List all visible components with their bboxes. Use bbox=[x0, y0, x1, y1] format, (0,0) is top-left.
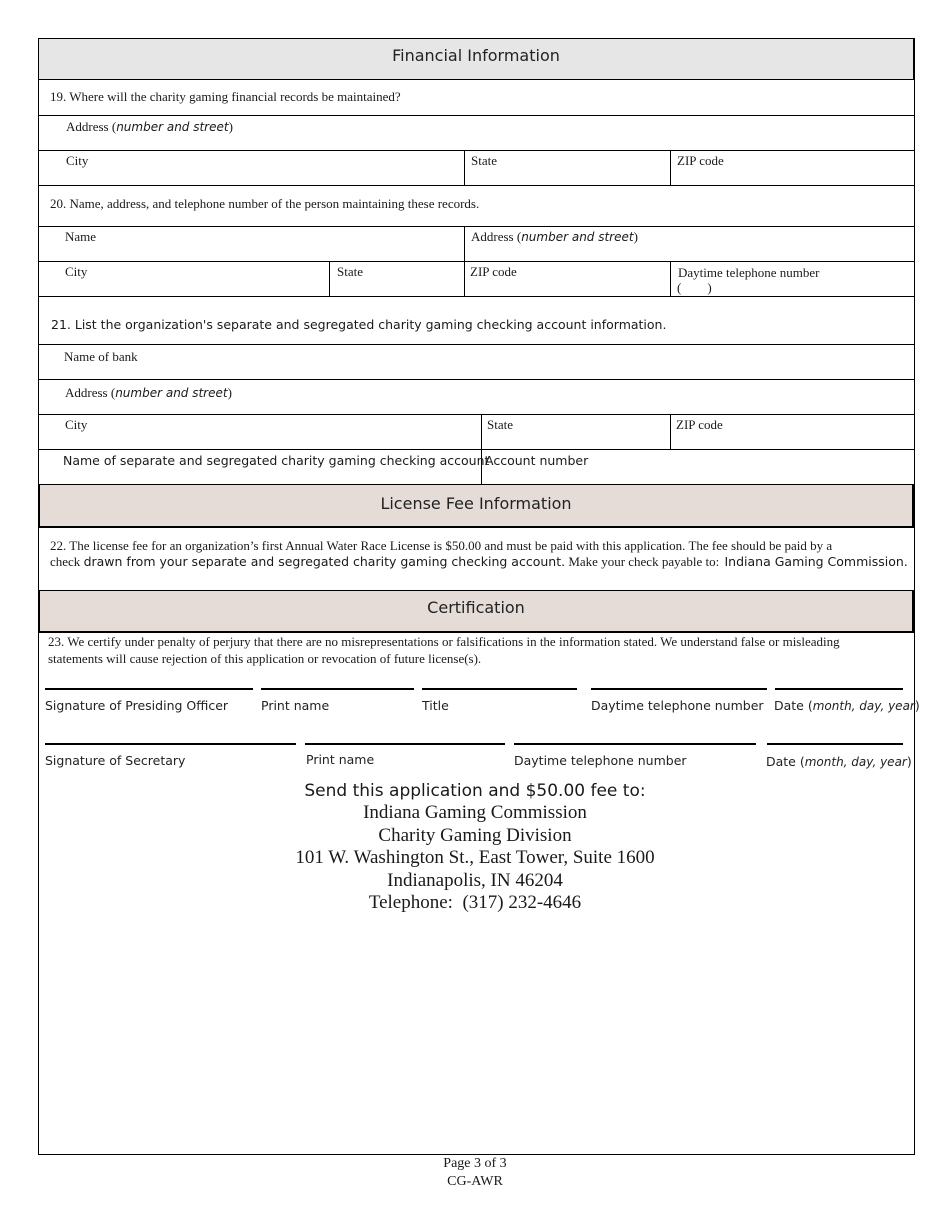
q20-name-label: Name bbox=[65, 229, 97, 244]
mailing-line-2: Charity Gaming Division bbox=[378, 825, 572, 846]
q19-zip-label: ZIP code bbox=[677, 153, 724, 168]
q21-bank-name-field[interactable] bbox=[39, 345, 914, 379]
q21-address-label: Address (number and street) bbox=[65, 385, 232, 400]
q19-address-field[interactable] bbox=[39, 116, 914, 150]
secretary-phone-line[interactable] bbox=[514, 743, 756, 745]
presiding-officer-phone-line[interactable] bbox=[591, 688, 767, 690]
certification-title: Certification bbox=[427, 598, 525, 617]
secretary-date-line[interactable] bbox=[767, 743, 903, 745]
q21-account-number-field[interactable] bbox=[482, 450, 914, 484]
q21-account-number-label: Account number bbox=[485, 453, 589, 468]
secretary-print-name-label: Print name bbox=[306, 752, 375, 767]
mailing-intro: Send this application and $50.00 fee to: bbox=[304, 781, 646, 801]
q21-account-name-label: Name of separate and segregated charity gaming checking account bbox=[63, 453, 490, 468]
q19-state-label: State bbox=[471, 153, 497, 168]
mailing-line-4: Indianapolis, IN 46204 bbox=[387, 870, 563, 891]
q19-city-label: City bbox=[66, 153, 89, 168]
q21-state-field[interactable] bbox=[482, 415, 669, 449]
presiding-officer-title-label: Title bbox=[422, 698, 449, 713]
question-23-line-2: statements will cause rejection of this application or revocation of future license(s). bbox=[48, 651, 482, 666]
presiding-officer-date-label: Date (month, day, year) bbox=[774, 698, 920, 713]
q20-city-label: City bbox=[65, 264, 88, 279]
presiding-officer-date-line[interactable] bbox=[775, 688, 903, 690]
presiding-officer-signature-line[interactable] bbox=[45, 688, 253, 690]
question-20: 20. Name, address, and telephone number of the person maintaining these records. bbox=[50, 196, 480, 211]
secretary-print-name-line[interactable] bbox=[305, 743, 505, 745]
q20-state-field[interactable] bbox=[330, 262, 463, 296]
q20-name-field[interactable] bbox=[39, 227, 463, 261]
financial-information-title: Financial Information bbox=[392, 46, 560, 65]
mailing-line-1: Indiana Gaming Commission bbox=[363, 802, 587, 823]
divider bbox=[38, 296, 915, 297]
certification-header bbox=[38, 590, 914, 633]
q19-zip-field[interactable] bbox=[671, 151, 914, 185]
q21-address-field[interactable] bbox=[39, 380, 914, 414]
q20-zip-label: ZIP code bbox=[470, 264, 517, 279]
license-fee-information-title: License Fee Information bbox=[380, 494, 572, 513]
q20-phone-label: Daytime telephone number bbox=[678, 265, 820, 280]
q20-address-label: Address (number and street) bbox=[471, 229, 638, 244]
presiding-officer-title-line[interactable] bbox=[422, 688, 577, 690]
q21-state-label: State bbox=[487, 417, 513, 432]
form-border-right bbox=[914, 38, 915, 1154]
q21-city-label: City bbox=[65, 417, 88, 432]
presiding-officer-signature-label: Signature of Presiding Officer bbox=[45, 698, 229, 713]
q20-phone-field[interactable] bbox=[671, 262, 914, 296]
question-23-line-1: 23. We certify under penalty of perjury that there are no misrepresentations or falsifications in the information stated. We understand false or misleading bbox=[48, 634, 840, 649]
q19-state-field[interactable] bbox=[465, 151, 669, 185]
page-number: Page 3 of 3 bbox=[443, 1156, 507, 1171]
q20-state-label: State bbox=[337, 264, 363, 279]
secretary-date-label: Date (month, day, year) bbox=[766, 754, 912, 769]
q19-city-field[interactable] bbox=[39, 151, 463, 185]
license-fee-information-header bbox=[38, 484, 914, 528]
presiding-officer-print-name-line[interactable] bbox=[261, 688, 414, 690]
q19-address-label: Address (number and street) bbox=[66, 119, 233, 134]
question-22-line-2: check drawn from your separate and segregated charity gaming checking account. Make your check payable to: Indiana Gaming Commission. bbox=[50, 554, 908, 569]
q20-address-field[interactable] bbox=[465, 227, 914, 261]
q21-account-name-field[interactable] bbox=[39, 450, 490, 484]
mailing-line-3: 101 W. Washington St., East Tower, Suite 1600 bbox=[295, 847, 655, 868]
financial-information-header bbox=[38, 38, 914, 80]
q21-bank-name-label: Name of bank bbox=[64, 349, 138, 364]
q20-phone-area-code: ( ) bbox=[677, 280, 712, 295]
q20-city-field[interactable] bbox=[39, 262, 328, 296]
q21-city-field[interactable] bbox=[39, 415, 480, 449]
q20-zip-field[interactable] bbox=[465, 262, 669, 296]
secretary-phone-label: Daytime telephone number bbox=[514, 753, 687, 768]
question-19: 19. Where will the charity gaming financial records be maintained? bbox=[50, 89, 401, 104]
question-21: 21. List the organization's separate and segregated charity gaming checking account information. bbox=[51, 317, 667, 332]
mailing-line-5: Telephone: (317) 232-4646 bbox=[368, 892, 582, 913]
presiding-officer-phone-label: Daytime telephone number bbox=[591, 698, 764, 713]
q21-zip-label: ZIP code bbox=[676, 417, 723, 432]
secretary-signature-label: Signature of Secretary bbox=[45, 753, 186, 768]
presiding-officer-print-name-label: Print name bbox=[261, 698, 330, 713]
question-22-line-1: 22. The license fee for an organization’s first Annual Water Race License is $50.00 and must be paid with this application. The fee should be paid by a bbox=[50, 538, 833, 553]
divider bbox=[38, 185, 915, 186]
q21-zip-field[interactable] bbox=[671, 415, 914, 449]
form-id: CG-AWR bbox=[447, 1174, 503, 1189]
secretary-signature-line[interactable] bbox=[45, 743, 296, 745]
